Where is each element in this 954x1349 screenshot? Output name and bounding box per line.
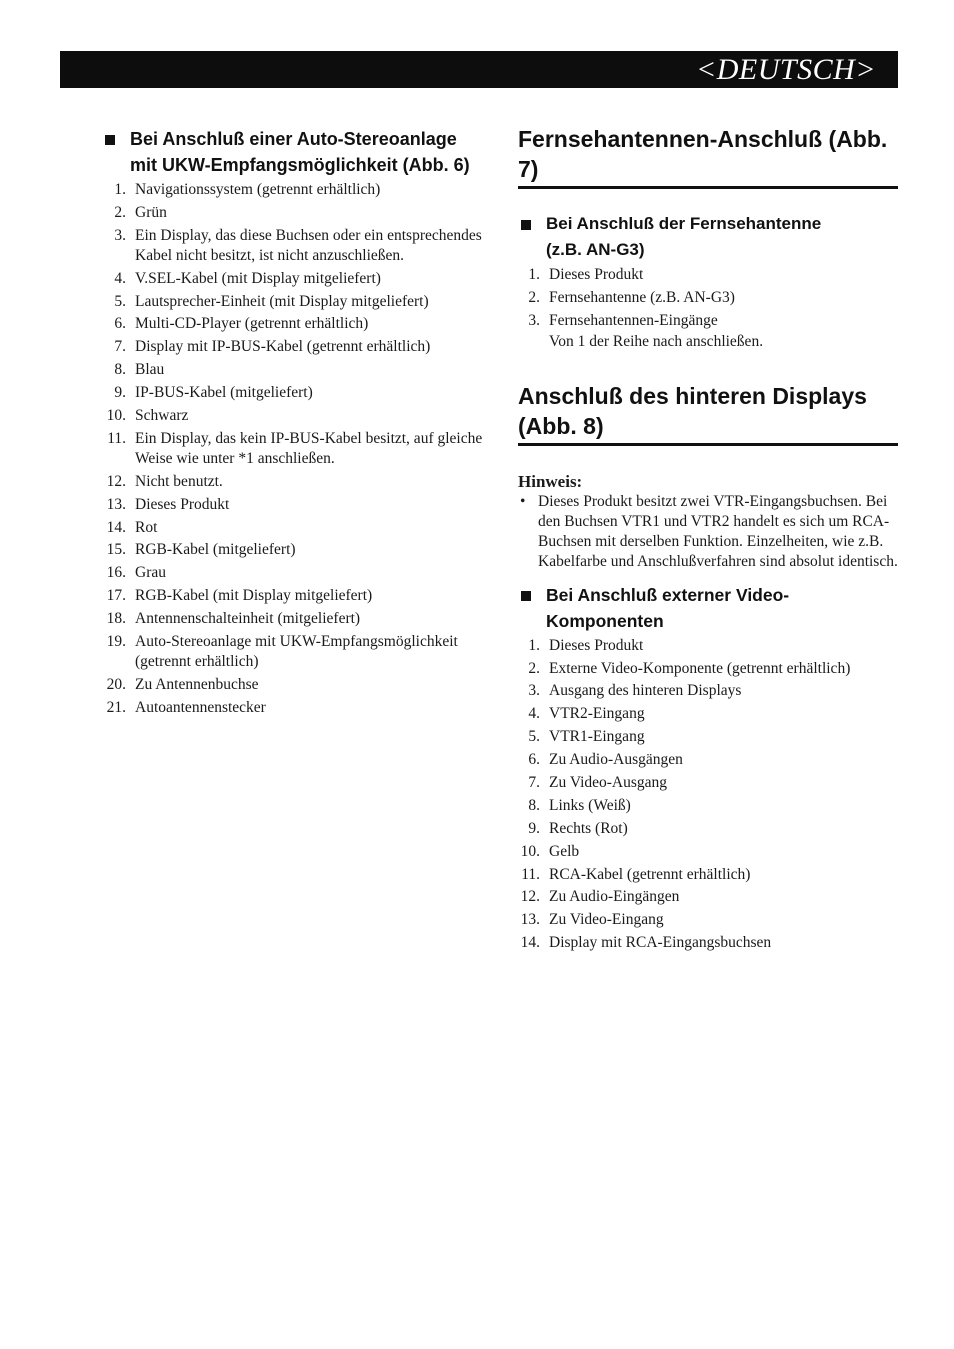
item-number: 16. — [106, 564, 126, 582]
language-banner — [60, 51, 898, 88]
item-text: Zu Antennenbuchse — [135, 675, 259, 693]
list-item — [518, 704, 898, 724]
item-text: Ein Display, das diese Buchsen oder ein entsprechendes Kabel nicht besitzt, ist nicht anzuschließen. — [135, 226, 482, 264]
item-number: 2. — [528, 288, 540, 306]
square-bullet-icon — [105, 135, 115, 145]
note-title: Hinweis: — [518, 471, 583, 491]
heading-line: (z.B. AN-G3) — [546, 240, 645, 259]
item-number: 11. — [107, 429, 126, 447]
item-text: Externe Video-Komponente (getrennt erhältlich) — [549, 659, 851, 677]
item-number: 1. — [114, 181, 126, 198]
list-item — [104, 675, 484, 695]
square-bullet-icon — [521, 220, 531, 230]
video-components-subheading — [518, 582, 898, 634]
item-number: 2. — [528, 659, 540, 677]
item-number: 3. — [528, 311, 540, 329]
item-number: 6. — [528, 751, 540, 769]
item-number: 5. — [528, 728, 540, 746]
item-text: Zu Audio-Ausgängen — [549, 751, 683, 769]
list-item — [518, 819, 898, 839]
item-number: 7. — [114, 338, 126, 356]
item-number: 6. — [114, 315, 126, 333]
item-number: 3. — [528, 682, 540, 700]
list-item — [518, 727, 898, 747]
item-number: 21. — [106, 698, 126, 716]
list-item — [104, 406, 484, 426]
item-number: 13. — [106, 495, 126, 513]
list-item — [518, 659, 898, 679]
item-number: 12. — [106, 472, 126, 490]
item-number: 15. — [106, 541, 126, 559]
item-number: 9. — [114, 384, 126, 402]
item-number: 3. — [114, 226, 126, 244]
item-number: 4. — [114, 269, 126, 287]
item-text: Auto-Stereoanlage mit UKW-Empfangsmöglichkeit (getrennt erhältlich) — [135, 633, 458, 671]
list-item — [104, 203, 484, 223]
list-item — [104, 540, 484, 560]
list-item — [104, 586, 484, 606]
item-text: IP-BUS-Kabel (mitgeliefert) — [135, 384, 313, 402]
item-text: Fernsehantennen-Eingänge — [549, 311, 718, 329]
list-item — [104, 226, 484, 266]
item-text: RGB-Kabel (mit Display mitgeliefert) — [135, 587, 373, 605]
item-text: Blau — [135, 361, 165, 379]
list-item — [518, 933, 898, 953]
list-item — [104, 518, 484, 538]
item-text: Antennenschalteinheit (mitgeliefert) — [135, 610, 361, 628]
item-text: Zu Audio-Eingängen — [549, 888, 680, 906]
item-number: 8. — [114, 361, 126, 379]
item-number: 19. — [106, 633, 126, 651]
item-number: 2. — [114, 203, 126, 221]
item-text: RCA-Kabel (getrennt erhältlich) — [549, 865, 751, 883]
item-text: Navigationssystem (getrennt erhältlich) — [135, 181, 381, 198]
list-item — [104, 269, 484, 289]
tv-antenna-list — [518, 265, 898, 331]
item-number: 9. — [528, 819, 540, 837]
bullet-dot-icon: • — [520, 492, 526, 510]
item-text: Dieses Produkt — [549, 636, 644, 654]
item-text: V.SEL-Kabel (mit Display mitgeliefert) — [135, 269, 381, 287]
item-number: 8. — [528, 796, 540, 814]
rear-display-heading — [518, 381, 898, 446]
item-text: Nicht benutzt. — [135, 472, 223, 490]
heading-line: (Abb. 8) — [518, 412, 604, 439]
item-number: 14. — [520, 934, 540, 952]
item-text: Display mit IP-BUS-Kabel (getrennt erhältlich) — [135, 338, 431, 356]
item-text: Display mit RCA-Eingangsbuchsen — [549, 934, 772, 952]
list-item — [518, 865, 898, 885]
item-number: 14. — [106, 518, 126, 536]
tv-antenna-subheading — [518, 211, 898, 263]
list-item — [104, 632, 484, 672]
list-item — [104, 292, 484, 312]
item-text: Autoantennenstecker — [135, 698, 266, 716]
list-item — [104, 383, 484, 403]
note-item — [518, 492, 898, 572]
list-item — [104, 360, 484, 380]
list-item — [518, 773, 898, 793]
list-item — [104, 314, 484, 334]
item-text: VTR2-Eingang — [549, 705, 645, 723]
item-text: Rot — [135, 518, 158, 536]
item-number: 18. — [106, 610, 126, 628]
item-text: Dieses Produkt — [135, 495, 230, 513]
item-number: 1. — [528, 636, 540, 654]
item-text: Links (Weiß) — [549, 796, 631, 814]
list-item — [518, 887, 898, 907]
note-text: Dieses Produkt besitzt zwei VTR-Eingangsbuchsen. Bei den Buchsen VTR1 und VTR2 handelt es sich um RCA-Buchsen mit derselben Funktion. Einzelheiten, wie z.B. Kabelfarbe und Anschlußverfahren sind absolut identisch. — [538, 492, 898, 570]
left-column — [104, 126, 484, 721]
item-text: VTR1-Eingang — [549, 728, 645, 746]
item-text: Grau — [135, 564, 166, 582]
list-item — [518, 288, 898, 308]
list-item — [518, 842, 898, 862]
item-text: Lautsprecher-Einheit (mit Display mitgeliefert) — [135, 292, 429, 310]
heading-line: Komponenten — [546, 610, 664, 631]
square-bullet-icon — [521, 591, 531, 601]
fm-stereo-heading — [102, 126, 484, 178]
list-item — [104, 180, 484, 200]
list-item — [104, 698, 484, 718]
item-text: RGB-Kabel (mitgeliefert) — [135, 541, 296, 559]
item-number: 12. — [520, 888, 540, 906]
item-number: 5. — [114, 292, 126, 310]
list-item — [518, 681, 898, 701]
heading-line: Bei Anschluß externer Video- — [546, 584, 790, 605]
item-text: Gelb — [549, 842, 580, 860]
item-text: Rechts (Rot) — [549, 819, 628, 837]
item-number: 4. — [528, 705, 540, 723]
item-text: Ein Display, das kein IP-BUS-Kabel besitzt, auf gleiche Weise wie unter *1 anschließen. — [135, 429, 483, 467]
item-number: 17. — [106, 587, 126, 605]
item-number: 10. — [520, 842, 540, 860]
list-item — [518, 636, 898, 656]
item-number: 13. — [520, 911, 540, 929]
item-text: Ausgang des hinteren Displays — [549, 682, 742, 700]
list-item — [104, 472, 484, 492]
item-number: 1. — [528, 266, 540, 283]
list-item — [104, 495, 484, 515]
list-item — [104, 609, 484, 629]
item-number: 7. — [528, 774, 540, 792]
heading-line: mit UKW-Empfangsmöglichkeit (Abb. 6) — [130, 155, 470, 175]
list-item — [518, 265, 898, 285]
item-text: Zu Video-Ausgang — [549, 774, 668, 792]
list-item — [518, 750, 898, 770]
heading-line: Bei Anschluß der Fernsehantenne — [546, 214, 822, 233]
tv-antenna-heading: Fernsehantennen-Anschluß (Abb. 7) — [518, 124, 898, 189]
list-item — [518, 796, 898, 816]
heading-line: Bei Anschluß einer Auto-Stereoanlage — [130, 129, 457, 149]
heading-line: Anschluß des hinteren Displays — [518, 382, 867, 409]
fm-stereo-list — [104, 180, 484, 718]
list-item — [518, 910, 898, 930]
list-item — [518, 311, 898, 331]
item-text: Multi-CD-Player (getrennt erhältlich) — [135, 315, 369, 333]
item-text: Fernsehantenne (z.B. AN-G3) — [549, 288, 735, 306]
list-item — [104, 337, 484, 357]
item-text: Zu Video-Eingang — [549, 911, 664, 929]
list-item — [104, 429, 484, 469]
item-number: 10. — [106, 407, 126, 425]
item-text: Grün — [135, 203, 167, 221]
item-text: Dieses Produkt — [549, 266, 644, 283]
note-list — [518, 492, 898, 572]
video-components-list — [518, 636, 898, 954]
item-number: 20. — [106, 675, 126, 693]
list-item — [104, 563, 484, 583]
language-label: <DEUTSCH> — [695, 52, 876, 86]
right-column — [518, 124, 898, 956]
item-number: 11. — [521, 865, 540, 883]
tv-antenna-note: Von 1 der Reihe nach anschließen. — [549, 332, 764, 350]
item-text: Schwarz — [135, 407, 189, 425]
